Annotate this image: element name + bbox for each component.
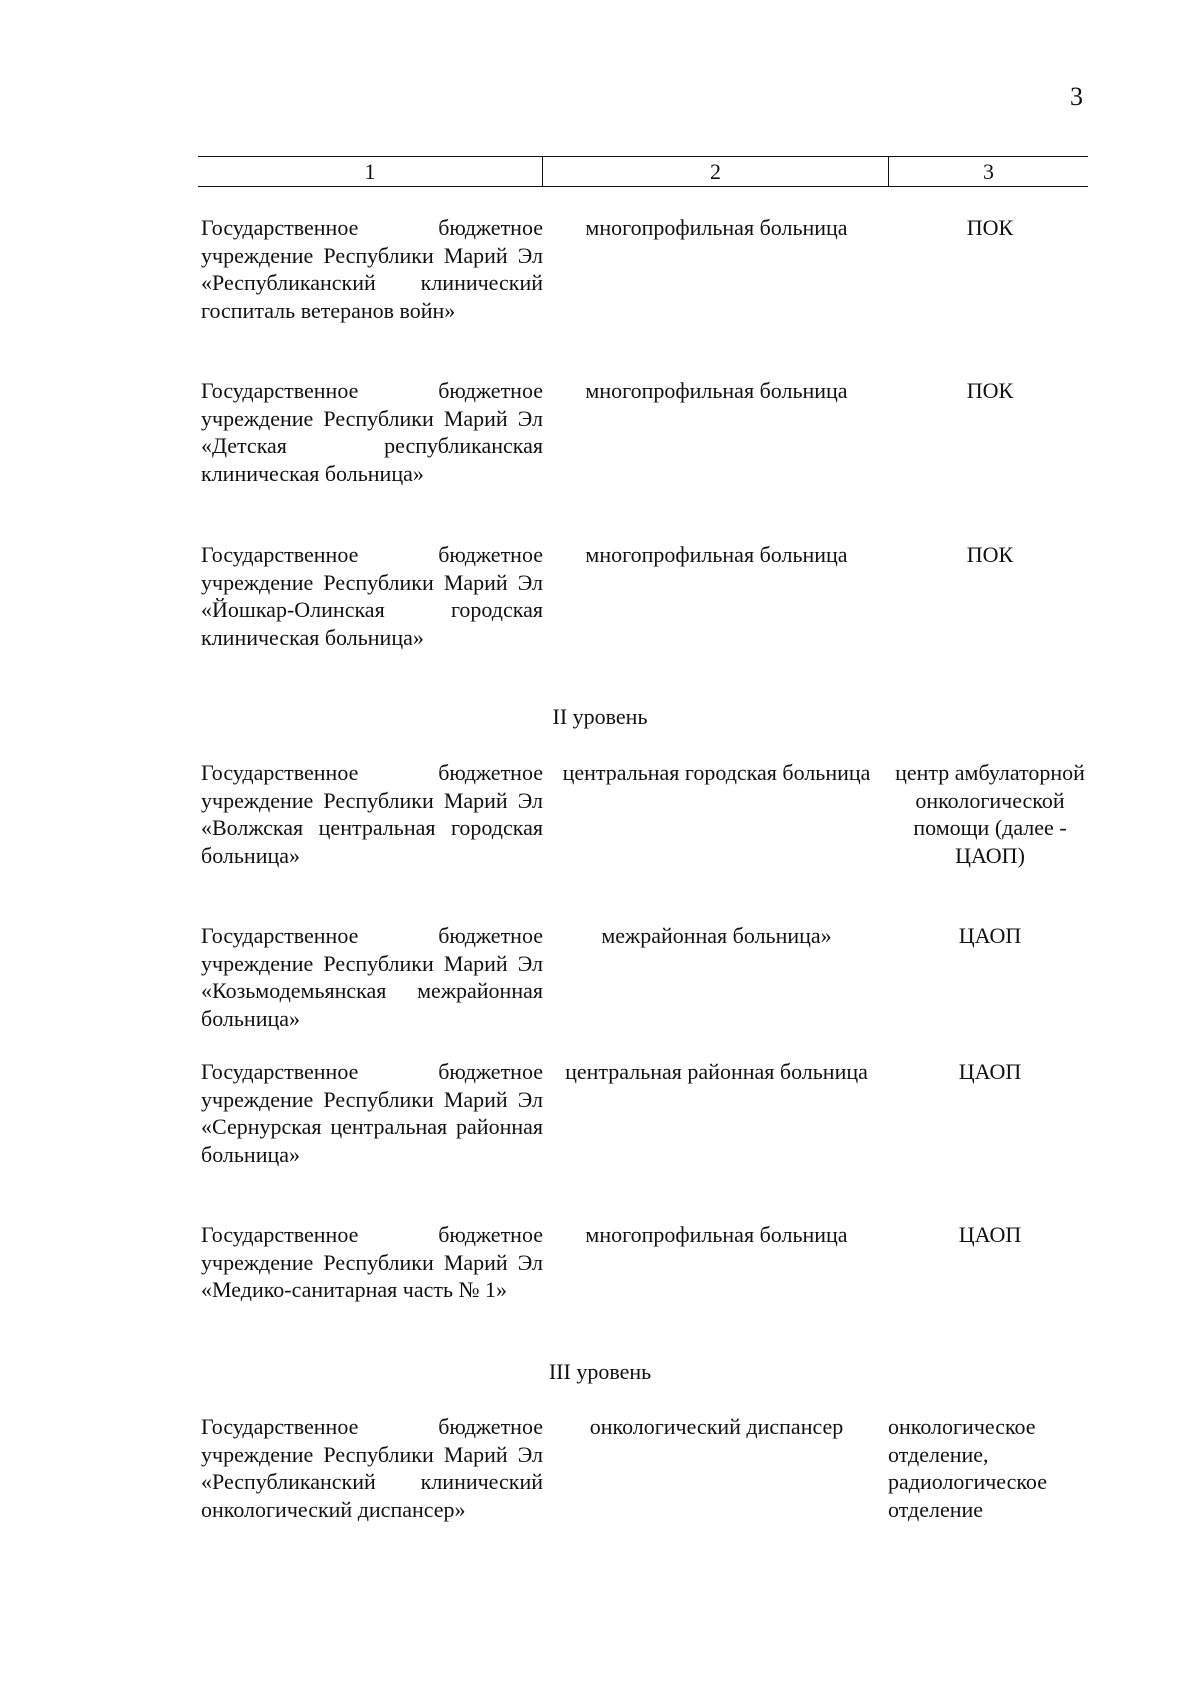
table-header-row: [198, 156, 1088, 187]
oncology-unit: ЦАОП: [958, 1222, 1022, 1247]
institution-name: Государственное бюджетное учреждение Республики Марий Эл «Детская республиканская клиническая больница»: [201, 378, 543, 486]
institution-type: многопрофильная больница: [585, 1222, 848, 1247]
institution-type: многопрофильная больница: [585, 215, 848, 240]
institution-name: Государственное бюджетное учреждение Республики Марий Эл «Йошкар-Олинская городская клиническая больница»: [201, 542, 543, 650]
oncology-unit: ЦАОП: [958, 923, 1022, 948]
oncology-unit: ЦАОП: [958, 1059, 1022, 1084]
institution-type: центральная районная больница: [565, 1059, 868, 1084]
institution-name: Государственное бюджетное учреждение Республики Марий Эл «Сернурская центральная районная больница»: [201, 1059, 543, 1167]
header-cell-2: 2: [543, 157, 889, 186]
institution-type: многопрофильная больница: [585, 378, 848, 403]
oncology-unit: ПОК: [966, 215, 1014, 240]
header-cell-1: 1: [198, 157, 543, 186]
institution-type: онкологический диспансер: [589, 1414, 844, 1439]
oncology-unit: ПОК: [966, 542, 1014, 567]
oncology-unit: центр амбулаторной онкологической помощи (далее - ЦАОП): [895, 760, 1085, 868]
oncology-unit: ПОК: [966, 378, 1014, 403]
oncology-unit: онкологическое отделение, радиологическое отделение: [888, 1414, 1047, 1522]
institution-type: центральная городская больница: [562, 760, 871, 785]
institution-name: Государственное бюджетное учреждение Республики Марий Эл «Республиканский клинический госпиталь ветеранов войн»: [201, 215, 543, 323]
institution-type: межрайонная больница»: [601, 923, 832, 948]
institution-name: Государственное бюджетное учреждение Республики Марий Эл «Республиканский клинический онкологический диспансер»: [201, 1414, 543, 1522]
institution-name: Государственное бюджетное учреждение Республики Марий Эл «Волжская центральная городская больница»: [201, 760, 543, 868]
institution-type: многопрофильная больница: [585, 542, 848, 567]
institution-name: Государственное бюджетное учреждение Республики Марий Эл «Козьмодемьянская межрайонная больница»: [201, 923, 543, 1031]
header-cell-3: 3: [983, 159, 994, 184]
page-number: 3: [1070, 82, 1083, 111]
level-heading-2: II уровень: [552, 704, 648, 729]
level-heading-3: III уровень: [548, 1359, 652, 1384]
institution-name: Государственное бюджетное учреждение Республики Марий Эл «Медико-санитарная часть № 1»: [201, 1222, 543, 1302]
